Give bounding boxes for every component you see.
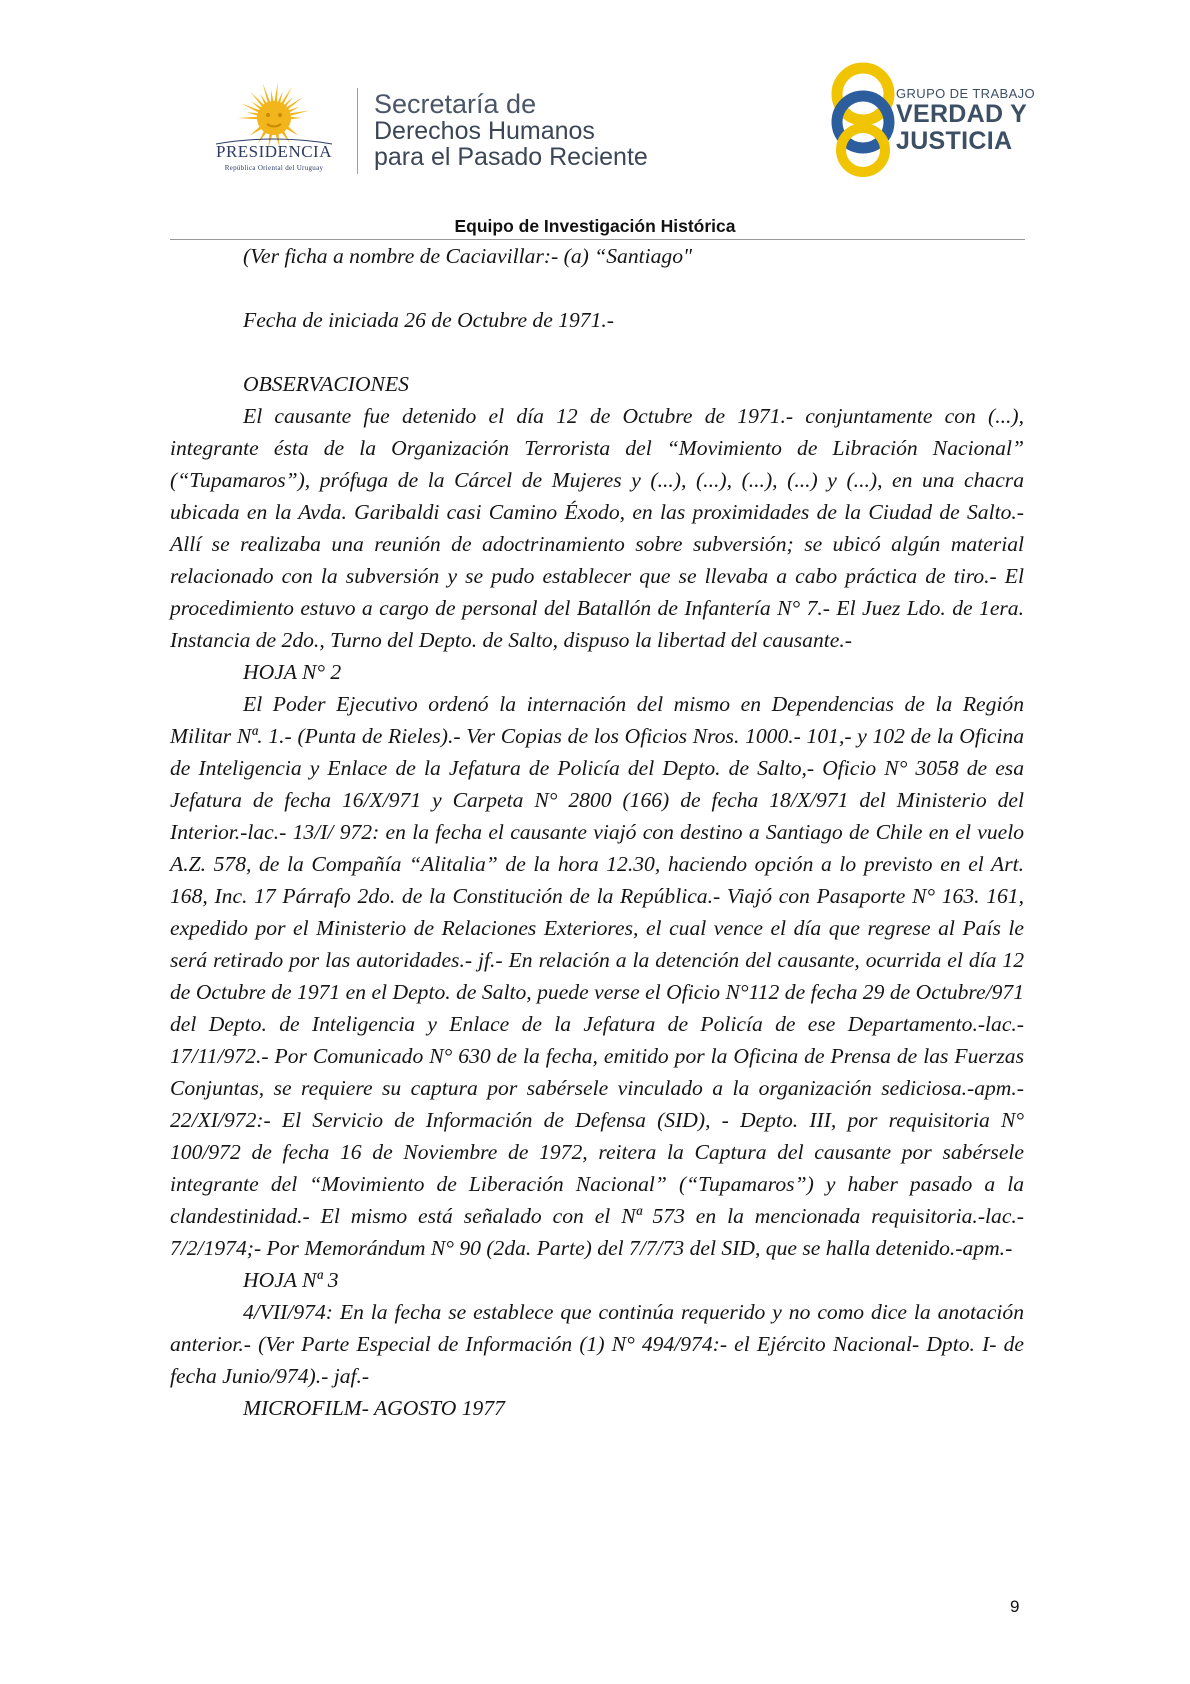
vyj-line3: JUSTICIA: [896, 127, 1013, 155]
sun-ray: [274, 82, 277, 102]
vyj-line2: VERDAD Y: [896, 100, 1028, 128]
secretaria-logo-text: [374, 90, 648, 170]
sun-ray: [247, 112, 259, 116]
secretaria-line1: Secretaría de: [374, 89, 537, 119]
spacer: [170, 272, 1024, 304]
sun-ray: [286, 97, 303, 110]
microfilm-line: MICROFILM- AGOSTO 1977: [243, 1396, 505, 1420]
hoja-3-heading: HOJA Nª 3: [243, 1268, 339, 1292]
sun-ray: [238, 117, 258, 120]
header-divider: [357, 88, 358, 174]
presidencia-sun-logo: [196, 78, 352, 178]
presidencia-label: PRESIDENCIA: [215, 142, 332, 161]
hoja-2-heading: HOJA N° 2: [243, 660, 342, 684]
sun-ray: [290, 117, 302, 120]
observaciones-heading: OBSERVACIONES: [243, 372, 409, 396]
verdad-justicia-rings-logo: [820, 58, 906, 178]
secretaria-line3: para el Pasado Reciente: [374, 143, 648, 171]
verdad-justicia-text: [896, 86, 1035, 155]
section-title: Equipo de Investigación Histórica: [454, 216, 736, 236]
spacer: [170, 336, 1024, 368]
vyj-line1: GRUPO DE TRABAJO: [896, 86, 1036, 101]
document-body: [170, 240, 1024, 1424]
sun-ray: [289, 111, 309, 116]
sun-ray: [281, 87, 292, 105]
presidencia-sublabel: República Oriental del Uruguay: [224, 164, 324, 172]
sun-ray: [250, 91, 264, 107]
fecha-iniciada-line: Fecha de iniciada 26 de Octubre de 1971.-: [243, 308, 614, 332]
secretaria-line2: Derechos Humanos: [374, 117, 595, 145]
observaciones-paragraph: El causante fue detenido el día 12 de Octubre de 1971.- conjuntamente con (...), integrante ésta de la Organización Terrorista del “Movimiento de Libración Nacional” (“Tupamaros”), prófuga de la Cárcel de Mujeres y (...), (...), (...), (...) y (...), en una chacra ubicada en la Avda. Garibaldi casi Camino Éxodo, en las proximidades de la Ciudad de Salto.- Allí se realizaba una reunión de adoctrinamiento sobre subversión; se ubicó algún material relacionado con la subversión y se pudo establecer que se llevaba a cabo práctica de tiro.- El procedimiento estuvo a cargo de personal del Batallón de Infantería N° 7.- El Juez Ldo. de 1era. Instancia de 2do., Turno del Depto. de Salto, dispuso la libertad del causante.-: [170, 404, 1024, 652]
page-number: 9: [1010, 1597, 1020, 1616]
sun-ray: [278, 91, 283, 103]
hoja-3-paragraph: 4/VII/974: En la fecha se establece que continúa requerido y no como dice la anotación anterior.- (Ver Parte Especial de Información (1) N° 494/974:- el Ejército Nacional- Dpto. I- de fecha Junio/974).- jaf.-: [170, 1300, 1024, 1388]
ver-ficha-line: (Ver ficha a nombre de Caciavillar:- (a) “Santiago": [243, 244, 693, 268]
sun-ray: [271, 90, 274, 102]
sun-ray: [241, 103, 260, 112]
hoja-2-paragraph: El Poder Ejecutivo ordenó la internación del mismo en Dependencias de la Región Militar Nª. 1.- (Punta de Rieles).- Ver Copias de los Oficios Nros. 1000.- 101,- y 102 de la Oficina de Inteligencia y Enlace de la Jefatura de Policía del Depto. de Salto,- Oficio N° 3058 de esa Jefatura de fecha 16/X/971 y Carpeta N° 2800 (166) de fecha 18/X/971 del Ministerio del Interior.-lac.- 13/I/ 972: en la fecha el causante viajó con destino a Santiago de Chile en el vuelo A.Z. 578, de la Compañía “Alitalia” de la hora 12.30, haciendo opción a lo previsto en el Art. 168, Inc. 17 Párrafo 2do. de la Constitución de la República.- Viajó con Pasaporte N° 163. 161, expedido por el Ministerio de Relaciones Exteriores, el cual vence el día que regrese al País le será retirado por las autoridades.- jf.- En relación a la detención del causante, ocurrida el día 12 de Octubre de 1971 en el Depto. de Salto, puede verse el Oficio N°112 de fecha 29 de Octubre/971 del Depto. de Inteligencia y Enlace de la Jefatura de Policía de ese Departamento.-lac.- 17/11/972.- Por Comunicado N° 630 de la fecha, emitido por la Oficina de Prensa de las Fuerzas Conjuntas, se requiere su captura por sabérsele vinculado a la organización sediciosa.-apm.- 22/XI/972:- El Servicio de Información de Defensa (SID), - Depto. III, por requisitoria N° 100/972 de fecha 16 de Noviembre de 1972, reitera la Captura del causante por sabérsele integrante del “Movimiento de Liberación Nacional” (“Tupamaros”) y haber pasado a la clandestinidad.- El mismo está señalado con el Nª 573 en la mencionada requisitoria.-lac.- 7/2/1974;- Por Memorándum N° 90 (2da. Parte) del 7/7/73 del SID, que se halla detenido.-apm.-: [170, 692, 1024, 1260]
